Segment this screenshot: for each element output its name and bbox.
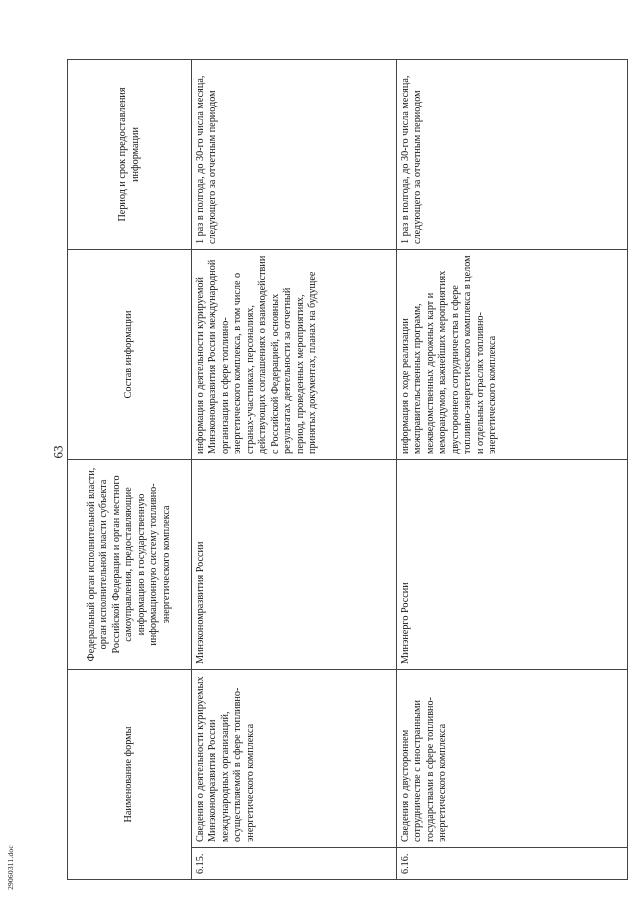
header-period: Период и срок предоставления информации: [68, 59, 192, 249]
table-header-row: [68, 59, 192, 879]
row-form-name: Сведения о двустороннем сотрудничестве с иностранными государствами в сфере топливно-энергетического комплекса: [397, 669, 628, 847]
table-row: [192, 59, 397, 879]
row-info: информация о ходе реализации межправительственных программ, межведомственных дорожных карт и меморандумов, важнейших мероприятиях двустороннего сотрудничества в сфере топливно-энергетического комплекса в целом и отдельных отраслях топливно-энергетического комплекса: [397, 249, 628, 459]
forms-table: [67, 59, 628, 880]
header-form-name: Наименование формы: [68, 669, 192, 879]
rotated-table-container: [67, 60, 627, 880]
header-info: Состав информации: [68, 249, 192, 459]
row-info: информация о деятельности курируемой Минэкономразвития России международной организации в сфере топливно-энергетического комплекса, в том числе о странах-участниках, персоналиях, действующих соглашениях о взаимодействии с Российской Федерацией, основных результатах деятельности за отчетный период, проведенных мероприятиях, принятых документах, планах на будущее: [192, 249, 397, 459]
row-organ: Минэкономразвития России: [192, 459, 397, 669]
row-number: 6.16.: [397, 848, 628, 880]
page-number-text: 63: [50, 445, 65, 459]
file-name-text: 29060311.doc: [5, 844, 15, 890]
header-organ: Федеральный орган исполнительной власти, орган исполнительной власти субъекта Российской Федерации и орган местного самоуправления, предоставляющие информацию в государственную информационную систему топливно-энергетического комплекса: [68, 459, 192, 669]
row-form-name: Сведения о деятельности курируемых Минэкономразвития России международных организаций, осуществляемой в сфере топливно-энергетического комплекса: [192, 669, 397, 847]
row-period: 1 раз в полгода, до 30-го числа месяца, следующего за отчетным периодом: [192, 59, 397, 249]
page-number: [48, 437, 68, 467]
file-name-footer: [4, 833, 16, 901]
row-period: 1 раз в полгода, до 30-го числа месяца, следующего за отчетным периодом: [397, 59, 628, 249]
table-row: [397, 59, 628, 879]
row-organ: Минэнерго России: [397, 459, 628, 669]
row-number: 6.15.: [192, 848, 397, 880]
